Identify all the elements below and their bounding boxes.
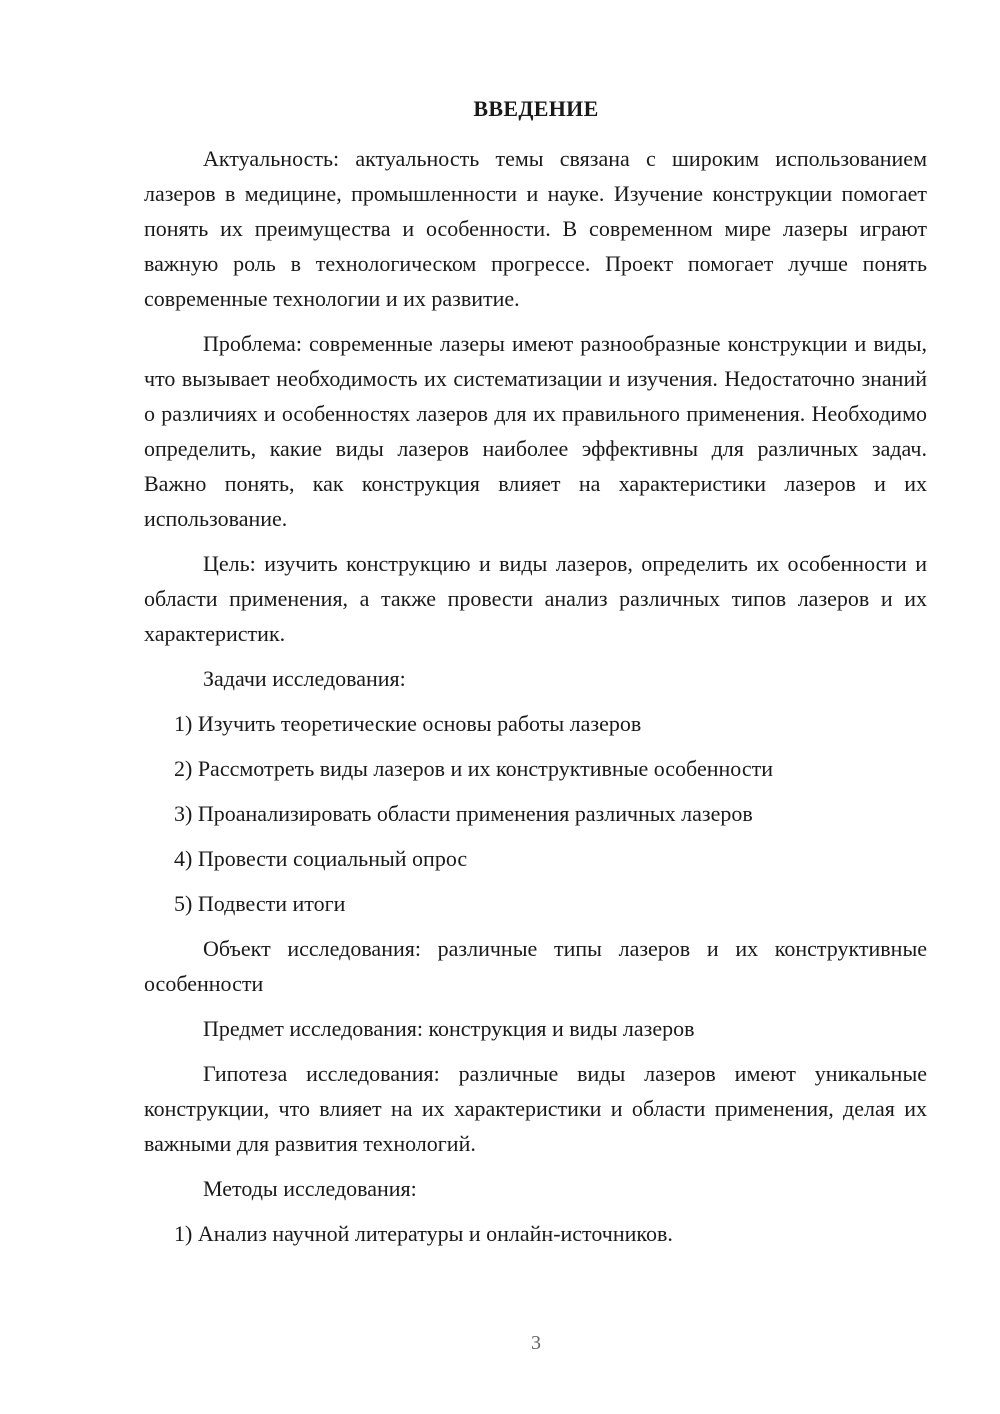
task-item-3: 3) Проанализировать области применения различных лазеров xyxy=(174,801,753,826)
method-item-1: 1) Анализ научной литературы и онлайн-источников. xyxy=(174,1221,673,1246)
page-number: 3 xyxy=(531,1332,541,1354)
tasks-list xyxy=(144,706,927,921)
task-item-5: 5) Подвести итоги xyxy=(174,891,346,916)
document-body xyxy=(144,141,927,1261)
methods-list xyxy=(144,1216,927,1251)
task-item-4: 4) Провести социальный опрос xyxy=(174,846,468,871)
tasks-heading: Задачи исследования: xyxy=(203,666,406,691)
task-item-1: 1) Изучить теоретические основы работы лазеров xyxy=(174,711,642,736)
task-item-2: 2) Рассмотреть виды лазеров и их конструктивные особенности xyxy=(174,756,773,781)
hypothesis-paragraph: Гипотеза исследования: различные виды лазеров имеют уникальные конструкции, что влияет на их характеристики и области применения, делая их важными для развития технологий. xyxy=(144,1061,927,1156)
subject-paragraph: Предмет исследования: конструкция и виды лазеров xyxy=(203,1016,695,1041)
goal-paragraph: Цель: изучить конструкцию и виды лазеров, определить их особенности и области применения, а также провести анализ различных типов лазеров и их характеристик. xyxy=(144,551,927,646)
methods-heading: Методы исследования: xyxy=(203,1176,417,1201)
relevance-paragraph: Актуальность: актуальность темы связана с широким использованием лазеров в медицине, промышленности и науке. Изучение конструкции помогает понять их преимущества и особенности. В современном мире лазеры играют важную роль в технологическом прогрессе. Проект помогает лучше понять современные технологии и их развитие. xyxy=(144,146,927,311)
object-paragraph: Объект исследования: различные типы лазеров и их конструктивные особенности xyxy=(144,936,927,996)
page-title: ВВЕДЕНИЕ xyxy=(473,96,599,121)
problem-paragraph: Проблема: современные лазеры имеют разнообразные конструкции и виды, что вызывает необходимость их систематизации и изучения. Недостаточно знаний о различиях и особенностях лазеров для их правильного применения. Необходимо определить, какие виды лазеров наиболее эффективны для различных задач. Важно понять, как конструкция влияет на характеристики лазеров и их использование. xyxy=(144,331,927,531)
